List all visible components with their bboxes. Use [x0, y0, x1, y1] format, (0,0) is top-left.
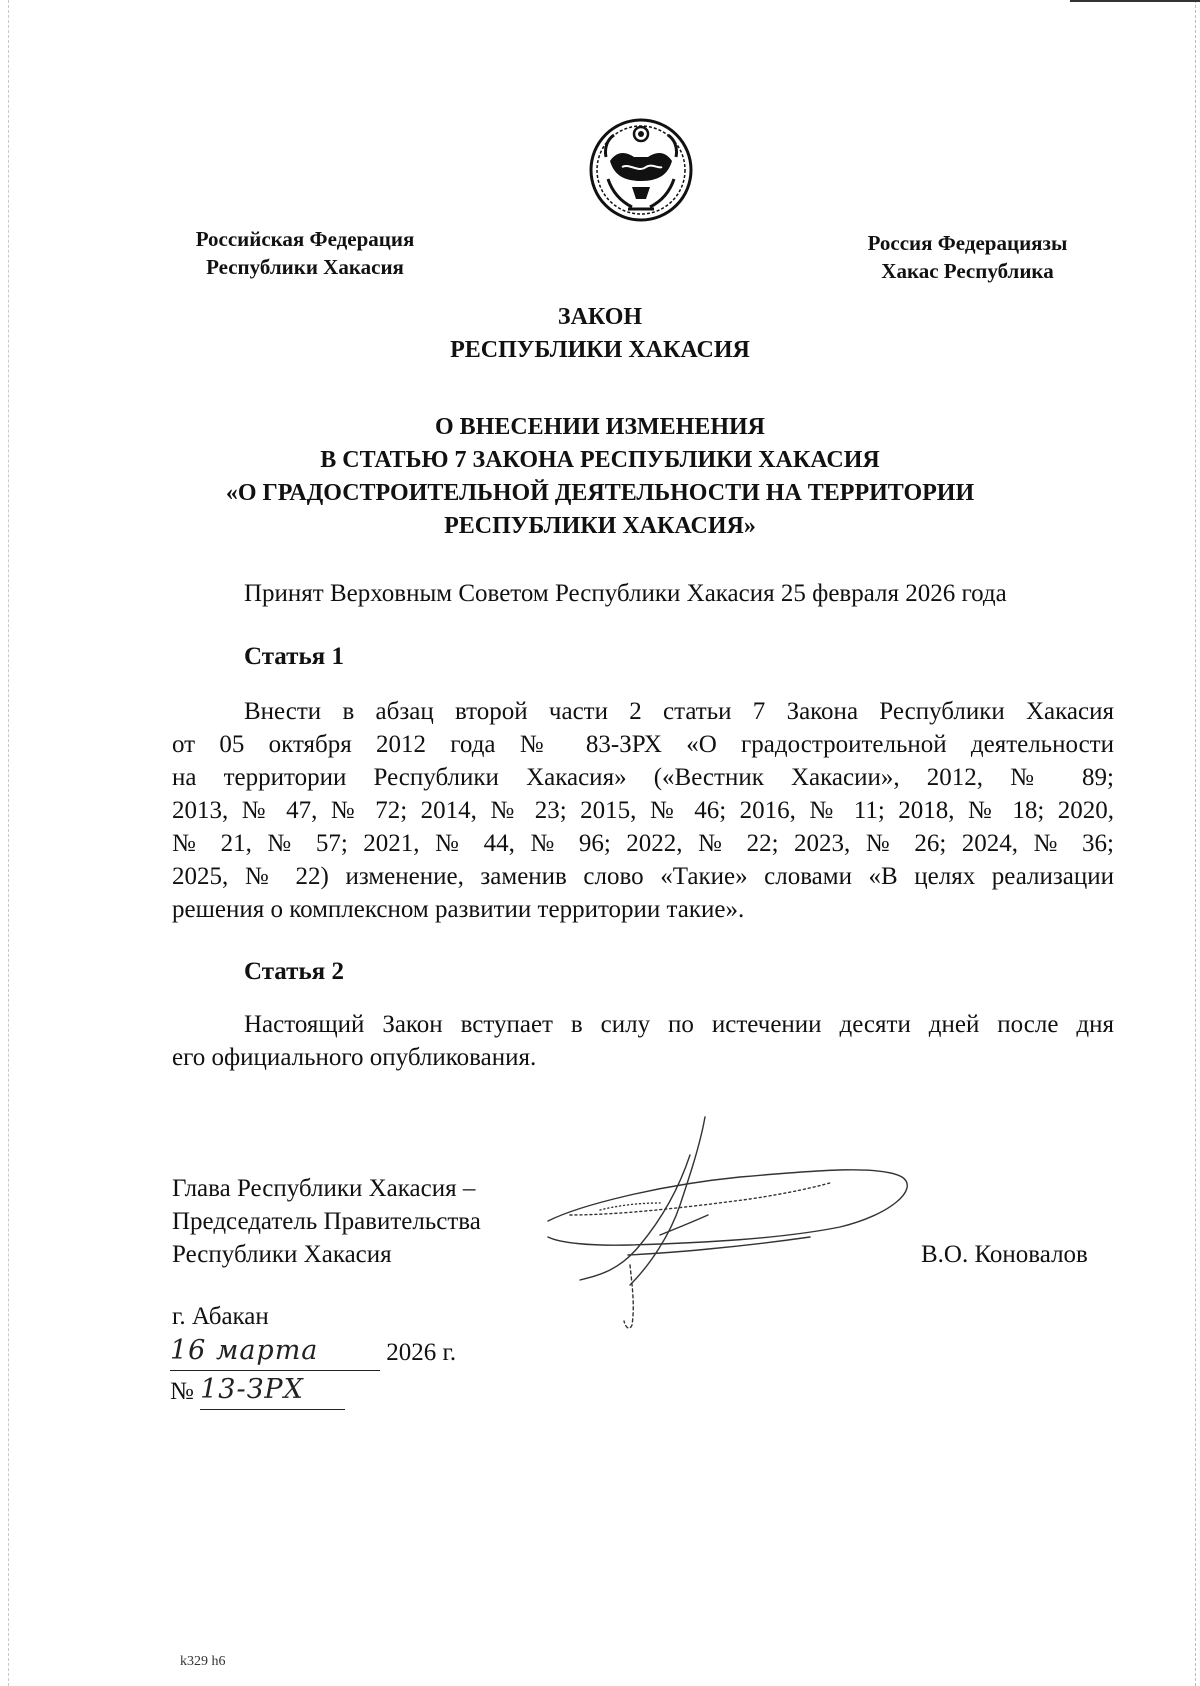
footer-code: k329 h6 — [180, 1654, 226, 1669]
text-line: его официального опубликования. — [172, 1044, 537, 1071]
handwritten-signature — [540, 1115, 930, 1335]
article-2-heading: Статья 2 — [244, 958, 344, 985]
text-line: на территории Республики Хакасия» («Вестник Хакасии», 2012, № 89; — [172, 764, 1114, 791]
scan-edge-left — [8, 0, 9, 1686]
position-line1: Глава Республики Хакасия – — [172, 1175, 476, 1202]
header-left — [170, 225, 440, 281]
subject-title-line4: РЕСПУБЛИКИ ХАКАСИЯ» — [444, 513, 756, 539]
date-underline — [170, 1333, 380, 1371]
text-line: № 21, № 57; 2021, № 44, № 96; 2022, № 22; 2023, № 26; 2024, № 36; — [172, 830, 1114, 857]
header-left-line1: Российская Федерация — [195, 227, 415, 251]
number-underline — [200, 1372, 345, 1410]
scan-edge-top — [1070, 0, 1200, 2]
subject-title — [150, 411, 1050, 543]
text-line: 2013, № 47, № 72; 2014, № 23; 2015, № 46; 2016, № 11; 2018, № 18; 2020, — [172, 797, 1114, 824]
subject-title-line1: О ВНЕСЕНИИ ИЗМЕНЕНИЯ — [434, 414, 766, 440]
handwritten-number: 13-ЗРХ — [200, 1374, 304, 1405]
header-left-line2: Республики Хакасия — [206, 255, 404, 279]
subject-title-line3: «О ГРАДОСТРОИТЕЛЬНОЙ ДЕЯТЕЛЬНОСТИ НА ТЕРРИТОРИИ — [225, 480, 975, 506]
position-line2: Председатель Правительства — [172, 1208, 481, 1235]
adoption-statement: Принят Верховным Советом Республики Хакасия 25 февраля 2026 года — [244, 580, 1007, 607]
place-of-signing: г. Абакан — [172, 1303, 269, 1330]
signatory-position — [172, 1172, 481, 1271]
text-line: 2025, № 22) изменение, заменив слово «Такие» словами «В целях реализации — [172, 863, 1114, 890]
republic-emblem-icon — [588, 117, 694, 223]
law-title-line2: РЕСПУБЛИКИ ХАКАСИЯ — [450, 337, 750, 363]
law-number — [170, 1372, 345, 1410]
law-title-line1: ЗАКОН — [557, 304, 643, 330]
signing-date — [170, 1333, 456, 1371]
article-1-heading: Статья 1 — [244, 643, 344, 670]
handwritten-date: 16 марта — [170, 1335, 319, 1366]
number-prefix: № — [170, 1378, 194, 1405]
scan-edge-right — [1195, 0, 1196, 1686]
signatory-name: В.О. Коновалов — [921, 1241, 1088, 1268]
text-line: от 05 октября 2012 года № 83-ЗРХ «О градостроительной деятельности — [172, 731, 1114, 758]
article-2-text — [172, 1008, 1114, 1074]
date-year: 2026 г. — [386, 1339, 457, 1366]
text-line: Настоящий Закон вступает в силу по истечении десяти дней после дня — [244, 1011, 1114, 1038]
text-line: решения о комплексном развитии территории такие». — [172, 896, 745, 923]
law-title — [200, 301, 1000, 367]
subject-title-line2: В СТАТЬЮ 7 ЗАКОНА РЕСПУБЛИКИ ХАКАСИЯ — [320, 447, 880, 473]
text-line: Внести в абзац второй части 2 статьи 7 Закона Республики Хакасия — [244, 698, 1114, 725]
header-right — [845, 229, 1090, 285]
article-1-text — [172, 695, 1114, 926]
header-right-line1: Россия Федерациязы — [867, 231, 1068, 255]
header-right-line2: Хакас Республика — [881, 259, 1054, 283]
position-line3: Республики Хакасия — [172, 1241, 392, 1268]
